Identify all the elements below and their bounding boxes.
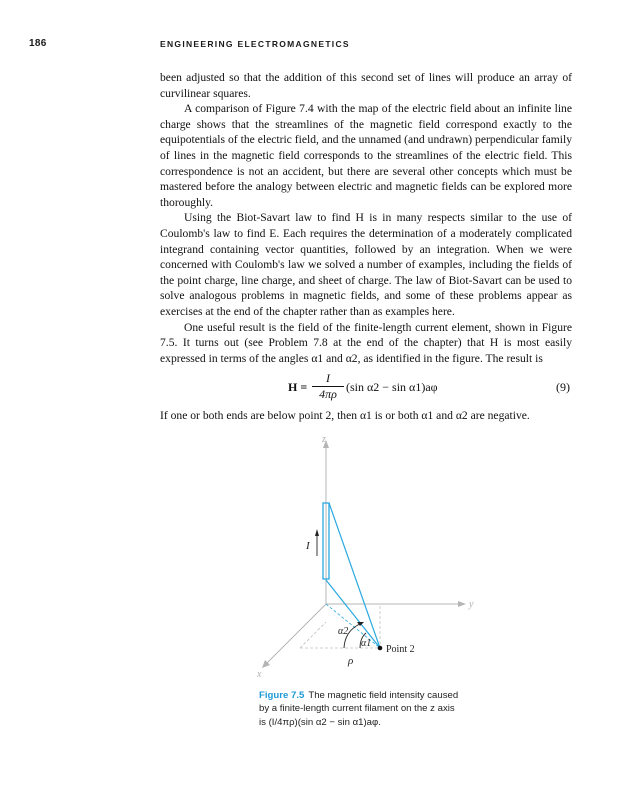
- running-title: ENGINEERING ELECTROMAGNETICS: [160, 39, 350, 49]
- point-2-marker: [378, 646, 383, 651]
- caption-label: Figure 7.5: [259, 690, 305, 701]
- alpha1-label: α1: [361, 638, 372, 649]
- x-axis-label: x: [257, 669, 262, 680]
- paragraph-5: If one or both ends are below point 2, then α1 is or both α1 and α2 are negative.: [160, 409, 530, 422]
- y-axis-label: y: [469, 599, 474, 610]
- figure-caption: [259, 689, 459, 729]
- equation-lhs: H =: [288, 380, 308, 394]
- paragraph-1: been adjusted so that the addition of this second set of lines will produce an array of curvilinear squares.: [160, 71, 572, 100]
- paragraph-2: A comparison of Figure 7.4 with the map of the electric field about an infinite line charge shows that the streamlines of the magnetic field correspond exactly to the equipotentials of the electric field, and the unnamed (and undrawn) perpendicular family of lines in the magnetic field corresponds to the streamlines of the electric field. This correspondence is not an accident, but there are several other concepts which must be mastered before the analogy between electric and magnetic fields can be explored more thoroughly.: [160, 102, 572, 209]
- line-top-to-point: [329, 503, 380, 648]
- paragraph-3: Using the Biot-Savart law to find H is in many respects similar to the use of Coulomb's law to find E. Each requires the determination of a moderately complicated integrand containing vector quantities, followed by an integration. When we were concerned with Coulomb's law we solved a number of examples, including the fields of the point charge, line charge, and sheet of charge. The law of Biot-Savart can be used to solve analogous problems in magnetic fields, and some of these problems appear as exercises at the end of the chapter rather than as examples here.: [160, 211, 572, 318]
- alpha2-label: α2: [338, 626, 349, 637]
- page-number: 186: [29, 38, 47, 49]
- rho-label: ρ: [348, 655, 354, 667]
- equation-numerator: I: [326, 371, 330, 385]
- current-arrow-head: [315, 529, 319, 536]
- equation-rhs: (sin α2 − sin α1)aφ: [346, 380, 438, 394]
- x-axis: [266, 604, 326, 664]
- paragraph-4: One useful result is the field of the finite-length current element, shown in Figure 7.5. It turns out (see Problem 7.8 at the end of the chapter) that H is most easily expressed in terms of the angles α1 and α2, as identified in the figure. The result is: [160, 320, 572, 365]
- z-axis-label: z: [322, 434, 326, 445]
- caption-text: The magnetic field intensity caused by a finite-length current filament on the z axis is (I/4πρ)(sin α2 − sin α1)aφ.: [259, 690, 459, 728]
- y-axis-arrow: [458, 601, 466, 607]
- equation-denominator: 4πρ: [319, 387, 337, 401]
- line-bottom-to-point: [326, 580, 380, 648]
- current-label: I: [306, 540, 310, 552]
- point-2-label: Point 2: [386, 644, 415, 655]
- equation-number: (9): [556, 380, 570, 394]
